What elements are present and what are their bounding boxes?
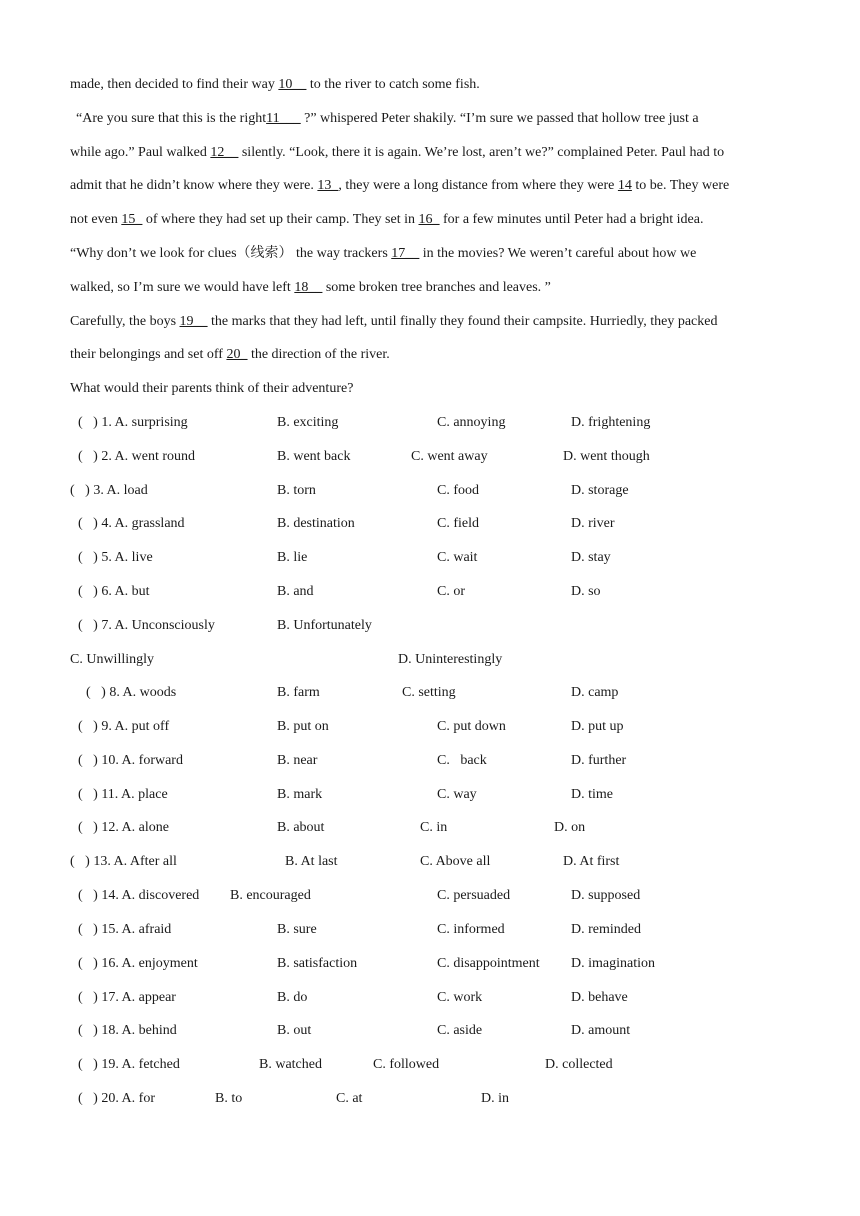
option-d: D. river — [571, 516, 615, 531]
option-d: D. camp — [571, 685, 619, 700]
option-b: B. lie — [277, 550, 308, 565]
blank-10: 10__ — [278, 77, 307, 92]
passage-line: “Why don’t we look for clues（线索） the way trackers 17__ in the movies? We weren’t careful about how we — [70, 246, 697, 261]
blank-18: 18__ — [294, 280, 323, 295]
option-c: C. at — [336, 1091, 363, 1106]
option-c: C. aside — [437, 1023, 483, 1038]
question-stem: ( ) 13. A. After all — [70, 854, 177, 869]
question-stem: ( ) 6. A. but — [78, 584, 150, 599]
blank-15: 15_ — [121, 212, 143, 227]
question-stem: ( ) 15. A. afraid — [78, 922, 172, 937]
question-stem: ( ) 9. A. put off — [78, 719, 170, 734]
option-d: D. stay — [571, 550, 611, 565]
option-d: D. in — [481, 1091, 509, 1106]
passage-line: “Are you sure that this is the right11___ ?” whispered Peter shakily. “I’m sure we passed that hollow tree just a — [76, 111, 699, 126]
blank-20: 20_ — [226, 347, 248, 362]
passage-line: their belongings and set off 20_ the direction of the river. — [70, 347, 390, 362]
option-d: D. collected — [545, 1057, 613, 1072]
option-c: C. back — [437, 753, 487, 768]
option-b: B. Unfortunately — [277, 618, 372, 633]
passage-line: not even 15_ of where they had set up their camp. They set in 16_ for a few minutes until Peter had a bright idea. — [70, 212, 704, 227]
option-d: D. amount — [571, 1023, 631, 1038]
option-b: B. out — [277, 1023, 312, 1038]
option-c: C. setting — [402, 685, 456, 700]
option-c: C. annoying — [437, 415, 506, 430]
question-stem: ( ) 10. A. forward — [78, 753, 183, 768]
option-b: B. mark — [277, 787, 323, 802]
passage-line: walked, so I’m sure we would have left 18__ some broken tree branches and leaves. ” — [70, 280, 551, 295]
option-c: C. put down — [437, 719, 506, 734]
option-d: D. on — [554, 820, 586, 835]
option-b: B. near — [277, 753, 318, 768]
option-b: B. torn — [277, 483, 316, 498]
question-stem: ( ) 20. A. for — [78, 1091, 155, 1106]
option-c: C. way — [437, 787, 477, 802]
passage-line: admit that he didn’t know where they were. 13_, they were a long distance from where they were 14 to be. They were — [70, 178, 730, 193]
question-stem: ( ) 19. A. fetched — [78, 1057, 180, 1072]
option-c: C. wait — [437, 550, 478, 565]
option-d: D. further — [571, 753, 627, 768]
option-d: D. behave — [571, 990, 628, 1005]
blank-12: 12__ — [210, 145, 239, 160]
option-d: D. so — [571, 584, 601, 599]
option-c: C. followed — [373, 1057, 440, 1072]
option-b: B. watched — [259, 1057, 322, 1072]
option-c: C. disappointment — [437, 956, 540, 971]
option-b: B. At last — [285, 854, 338, 869]
question-stem: ( ) 7. A. Unconsciously — [78, 618, 215, 633]
question-stem: ( ) 5. A. live — [78, 550, 153, 565]
blank-19: 19__ — [179, 314, 208, 329]
passage-line: made, then decided to find their way 10__ to the river to catch some fish. — [70, 77, 480, 92]
blank-14: 14 — [617, 178, 632, 193]
option-d: D. imagination — [571, 956, 655, 971]
option-c: C. or — [437, 584, 465, 599]
option-c: C. Unwillingly — [70, 652, 155, 667]
passage-line: while ago.” Paul walked 12__ silently. “Look, there it is again. We’re lost, aren’t we?” complained Peter. Paul had to — [70, 145, 725, 160]
option-c: C. informed — [437, 922, 505, 937]
question-stem: ( ) 16. A. enjoyment — [78, 956, 198, 971]
blank-13: 13_ — [317, 178, 339, 193]
option-d: D. went though — [563, 449, 650, 464]
option-b: B. put on — [277, 719, 329, 734]
option-c: C. Above all — [420, 854, 491, 869]
option-c: C. work — [437, 990, 483, 1005]
option-b: B. went back — [277, 449, 351, 464]
passage-line: Carefully, the boys 19__ the marks that they had left, until finally they found their campsite. Hurriedly, they packed — [70, 314, 718, 329]
option-b: B. farm — [277, 685, 320, 700]
option-b: B. and — [277, 584, 314, 599]
option-b: B. about — [277, 820, 325, 835]
blank-16: 16_ — [418, 212, 440, 227]
option-b: B. destination — [277, 516, 355, 531]
option-d: D. storage — [571, 483, 629, 498]
option-d: D. put up — [571, 719, 624, 734]
option-d: D. frightening — [571, 415, 651, 430]
question-prompt: What would their parents think of their adventure? — [70, 381, 354, 396]
question-stem: ( ) 1. A. surprising — [78, 415, 188, 430]
option-b: B. do — [277, 990, 308, 1005]
question-stem: ( ) 11. A. place — [78, 787, 168, 802]
option-b: B. exciting — [277, 415, 339, 430]
option-b: B. satisfaction — [277, 956, 358, 971]
question-stem: ( ) 17. A. appear — [78, 990, 176, 1005]
option-c: C. in — [420, 820, 448, 835]
option-b: B. sure — [277, 922, 317, 937]
option-b: B. encouraged — [230, 888, 311, 903]
option-d: D. At first — [563, 854, 620, 869]
option-c: C. went away — [411, 449, 488, 464]
question-stem: ( ) 3. A. load — [70, 483, 148, 498]
option-d: D. Uninterestingly — [398, 652, 503, 667]
question-stem: ( ) 14. A. discovered — [78, 888, 200, 903]
question-stem: ( ) 12. A. alone — [78, 820, 169, 835]
option-d: D. time — [571, 787, 613, 802]
blank-11: 11___ — [266, 111, 301, 126]
question-stem: ( ) 18. A. behind — [78, 1023, 177, 1038]
option-c: C. food — [437, 483, 479, 498]
option-d: D. reminded — [571, 922, 641, 937]
option-b: B. to — [215, 1091, 243, 1106]
blank-17: 17__ — [391, 246, 420, 261]
option-c: C. persuaded — [437, 888, 511, 903]
question-stem: ( ) 2. A. went round — [78, 449, 196, 464]
question-stem: ( ) 4. A. grassland — [78, 516, 185, 531]
question-stem: ( ) 8. A. woods — [86, 685, 177, 700]
option-c: C. field — [437, 516, 479, 531]
option-d: D. supposed — [571, 888, 641, 903]
